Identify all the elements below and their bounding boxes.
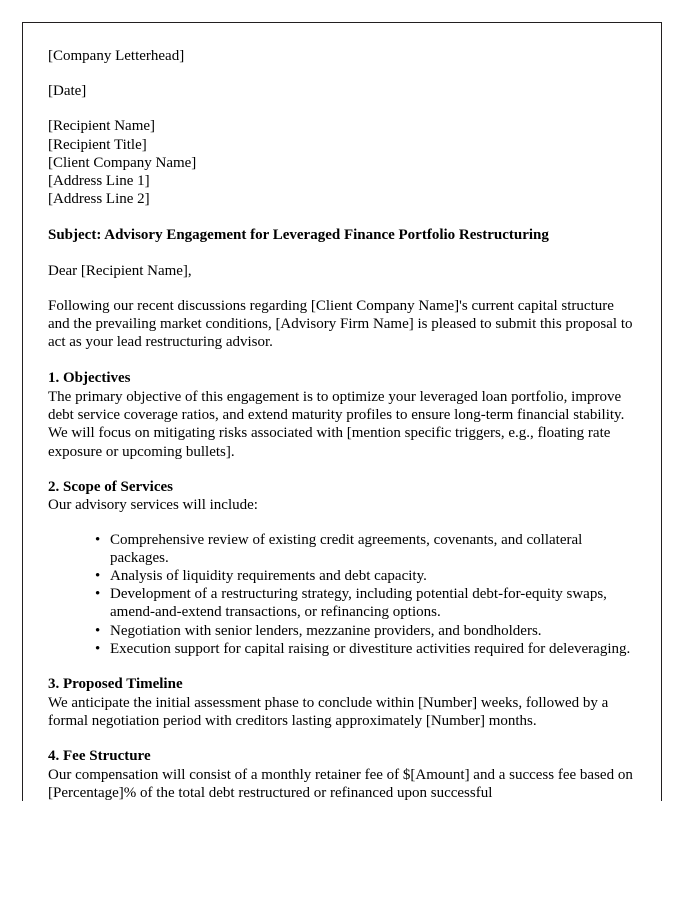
intro-paragraph: Following our recent discussions regarding [Client Company Name]'s current capital structure and the prevailing market conditions, [Advisory Firm Name] is pleased to submit this proposal to act as your lead restructuring advisor. [48,297,633,351]
section-lead-in: Our advisory services will include: [48,497,258,514]
bullet-icon: • [95,531,101,548]
bullet-icon: • [95,586,101,603]
section-heading: 3. Proposed Timeline [48,676,183,693]
address-line: [Client Company Name] [48,154,197,171]
section-heading: 1. Objectives [48,370,131,387]
address-line: [Recipient Name] [48,118,156,135]
list-item [48,531,639,567]
section-body: The primary objective of this engagement is to optimize your leveraged loan portfolio, improve debt service coverage ratios, and extend maturity profiles to ensure long-term financial stability. We will focus on mitigating risks associated with [mention specific triggers, e.g., floating rate exposure or upcoming bullets]. [48,389,625,460]
list-item [48,585,639,621]
recipient-address-block [48,117,639,208]
list-item-text: Comprehensive review of existing credit agreements, covenants, and collateral packages. [110,531,583,566]
section-body: Our compensation will consist of a monthly retainer fee of $[Amount] and a success fee based on [Percentage]% of the total debt restructured or refinanced upon successful [48,766,633,801]
bullet-icon: • [95,568,101,585]
address-line: [Address Line 2] [48,191,150,208]
list-item [48,622,639,640]
section-heading: 4. Fee Structure [48,748,151,765]
address-line: [Recipient Title] [48,136,147,153]
address-line: [Address Line 1] [48,173,150,190]
section-scope-of-services [48,478,639,658]
salutation: Dear [Recipient Name], [48,262,192,279]
bullet-icon: • [95,622,101,639]
document-body [23,23,661,801]
section-heading: 2. Scope of Services [48,478,173,495]
section-proposed-timeline [48,675,639,730]
company-letterhead-placeholder: [Company Letterhead] [48,48,185,64]
list-item-text: Negotiation with senior lenders, mezzanine providers, and bondholders. [110,622,542,639]
section-body: We anticipate the initial assessment phase to conclude within [Number] weeks, followed by a formal negotiation period with creditors lasting approximately [Number] months. [48,694,609,729]
section-objectives [48,369,639,460]
bullet-icon: • [95,640,101,657]
section-fee-structure [48,747,639,801]
list-item [48,567,639,585]
list-item-text: Execution support for capital raising or divestiture activities required for deleveraging. [110,640,631,657]
list-item [48,640,639,658]
document-page [22,22,662,801]
list-item-text: Analysis of liquidity requirements and debt capacity. [110,568,427,585]
subject-line: Subject: Advisory Engagement for Leveraged Finance Portfolio Restructuring [48,227,549,244]
scope-bullet-list [48,531,639,658]
list-item-text: Development of a restructuring strategy, including potential debt-for-equity swaps, amend-and-extend transactions, or refinancing options. [110,586,607,621]
date-placeholder: [Date] [48,83,87,100]
